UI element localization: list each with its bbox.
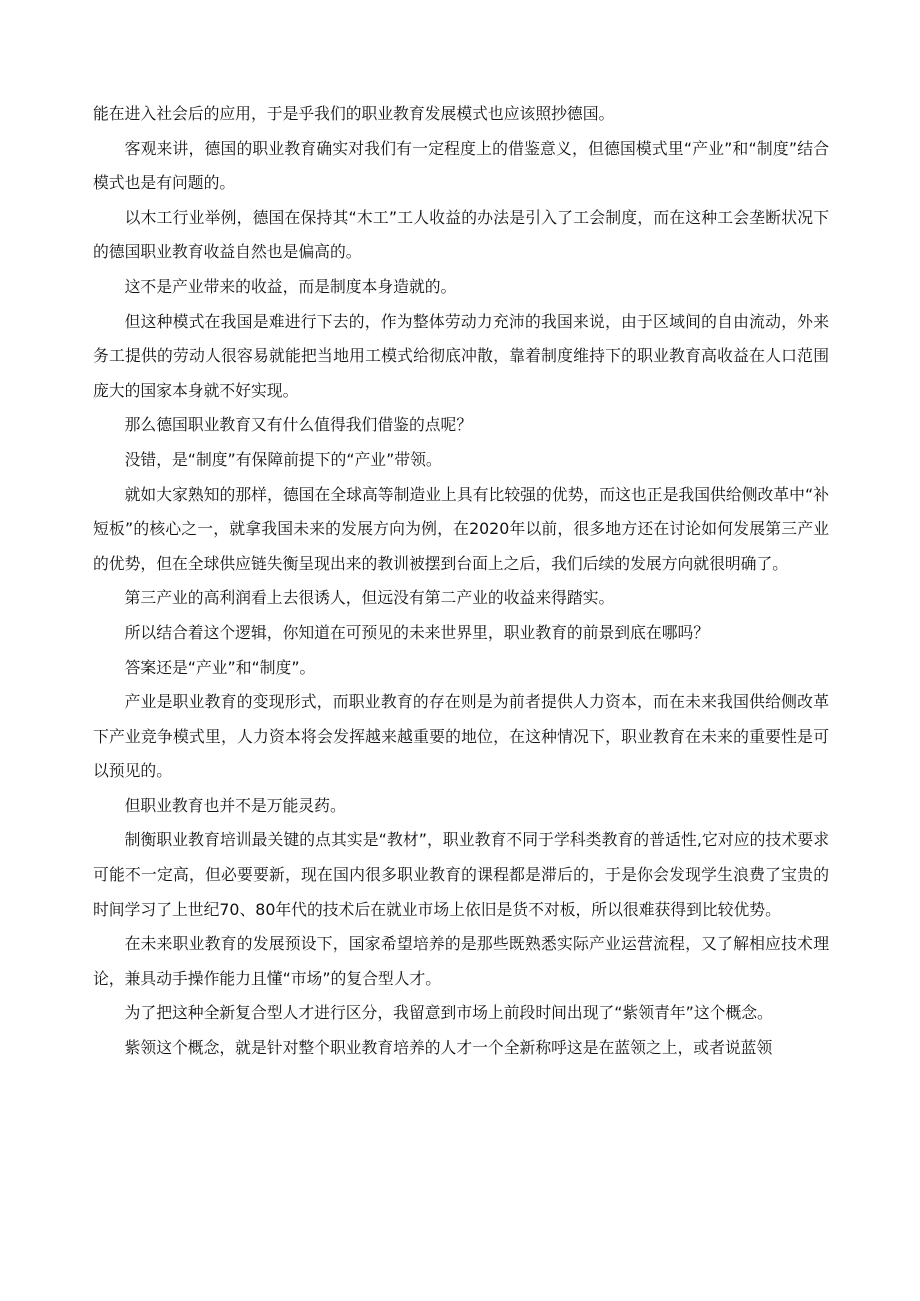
paragraph: 这不是产业带来的收益，而是制度本身造就的。 [124,276,457,296]
paragraph: 就如大家熟知的那样，德国在全球高等制造业上具有比较强的优势，而这也正是我国供给侧改革中“补短板”的核心之一，就拿我国未来的发展方向为例，在2020年以前，很多地方还在讨论如何发展第三产业的优势，但在全球供应链失衡呈现出来的教训被摆到台面上之后，我们后续的发展方向就很明确了。 [93,484,829,573]
paragraph: 紫领这个概念，就是针对整个职业教育培养的人才一个全新称呼这是在蓝领之上，或者说蓝领 [124,1038,773,1058]
paragraph: 那么德国职业教育又有什么值得我们借鉴的点呢？ [124,415,473,435]
paragraph: 在未来职业教育的发展预设下，国家希望培养的是那些既熟悉实际产业运营流程，又了解相应技术理论，兼具动手操作能力且懂“市场”的复合型人才。 [93,934,829,988]
paragraph: 为了把这种全新复合型人才进行区分，我留意到市场上前段时间出现了“紫领青年”这个概念。 [124,1003,773,1023]
paragraph: 产业是职业教育的变现形式，而职业教育的存在则是为前者提供人力资本，而在未来我国供给侧改革下产业竞争模式里，人力资本将会发挥越来越重要的地位，在这种情况下，职业教育在未来的重要性是可以预见的。 [93,692,829,781]
paragraph: 但这种模式在我国是难进行下去的，作为整体劳动力充沛的我国来说，由于区域间的自由流动，外来务工提供的劳动人很容易就能把当地用工模式给彻底冲散，靠着制度维持下的职业教育高收益在人口范围庞大的国家本身就不好实现。 [93,311,829,400]
paragraph: 答案还是“产业”和“制度”。 [124,657,316,677]
paragraph: 制衡职业教育培训最关键的点其实是“教材”，职业教育不同于学科类教育的普适性,它对应的技术要求可能不一定高，但必要要新，现在国内很多职业教育的课程都是滞后的，于是你会发现学生浪费了宝贵的时间学习了上世纪70、80年代的技术后在就业市场上依旧是货不对板，所以很难获得到比较优势。 [93,830,829,919]
paragraph: 以木工行业举例，德国在保持其“木工”工人收益的办法是引入了工会制度，而在这种工会垄断状况下的德国职业教育收益自然也是偏高的。 [93,207,829,262]
paragraph: 没错，是“制度”有保障前提下的“产业”带领。 [124,449,442,469]
paragraph: 但职业教育也并不是万能灵药。 [124,795,346,815]
paragraph: 所以结合着这个逻辑，你知道在可预见的未来世界里，职业教育的前景到底在哪吗？ [124,622,710,642]
paragraph-continued: 能在进入社会后的应用，于是乎我们的职业教育发展模式也应该照抄德国。 [93,104,615,123]
paragraph: 客观来讲，德国的职业教育确实对我们有一定程度上的借鉴意义，但德国模式里“产业”和“制度”结合模式也是有问题的。 [93,138,829,193]
paragraph: 第三产业的高利润看上去很诱人，但远没有第二产业的收益来得踏实。 [124,588,615,608]
document-body [93,97,829,1066]
